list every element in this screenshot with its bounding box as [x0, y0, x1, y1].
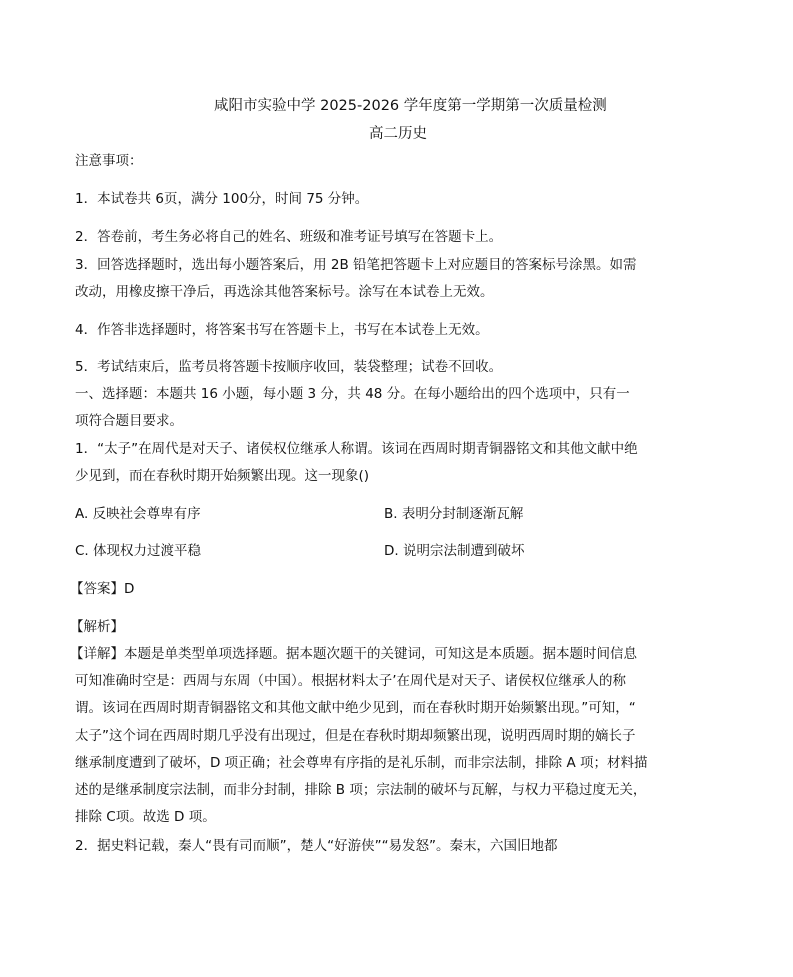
question-1-stem-line2: 少见到，而在春秋时期开始频繁出现。这一现象() [75, 468, 370, 484]
document-title: 咸阳市实验中学 2025-2026 学年度第一学期第一次质量检测 [214, 98, 607, 114]
question-1-option-a: A. 反映社会尊卑有序 [75, 506, 201, 522]
question-1-detail-line7: 排除 C项。故选 D 项。 [75, 809, 216, 825]
document-subtitle: 高二历史 [369, 126, 427, 142]
question-1-detail-line6: 述的是继承制度宗法制，而非分封制，排除 B 项；宗法制的破坏与瓦解，与权力平稳过度无关， [75, 782, 647, 798]
notice-heading: 注意事项： [75, 153, 143, 169]
question-1-detail-line5: 继承制度遭到了破坏，D 项正确；社会尊卑有序指的是礼乐制，而非宗法制，排除 A 项；材料描 [75, 755, 648, 771]
answer-label: 【答案】 [70, 581, 124, 597]
question-2-stem-line1: 2．据史料记载，秦人“畏有司而顺”，楚人“好游侠”“易发怒”。秦末，六国旧地都 [75, 838, 558, 854]
notice-item-3: 3．回答选择题时，选出每小题答案后，用 2B 铅笔把答题卡上对应题目的答案标号涂黑。如需 [75, 257, 637, 273]
question-1-option-c: C. 体现权力过渡平稳 [75, 543, 202, 559]
detail-label: 【详解】 [70, 646, 124, 662]
section-heading-line2: 项符合题目要求。 [75, 413, 183, 429]
notice-item-3-cont: 改动，用橡皮擦干净后，再选涂其他答案标号。涂写在本试卷上无效。 [75, 284, 494, 300]
question-1-answer [70, 580, 134, 598]
notice-item-1: 1．本试卷共 6页，满分 100分，时间 75 分钟。 [75, 191, 369, 207]
section-heading-line1: 一、选择题：本题共 16 小题，每小题 3 分，共 48 分。在每小题给出的四个选项中，只有一 [75, 386, 630, 402]
detail-text: 本题是单类型单项选择题。据本题次题干的关键词，可知这是本质题。据本题时间信息 [124, 646, 637, 662]
question-1-option-d: D. 说明宗法制遭到破坏 [384, 543, 525, 559]
notice-item-4: 4．作答非选择题时，将答案书写在答题卡上，书写在本试卷上无效。 [75, 322, 489, 338]
notice-item-2: 2．答卷前，考生务必将自己的姓名、班级和准考证号填写在答题卡上。 [75, 229, 503, 245]
question-1-stem-line1: 1．“太子”在周代是对天子、诸侯权位继承人称谓。该词在西周时期青铜器铭文和其他文献中绝 [75, 441, 638, 457]
question-1-analysis-label: 【解析】 [70, 619, 124, 635]
question-1-detail-line1 [70, 645, 637, 663]
answer-value: D [124, 581, 135, 597]
question-1-detail-line4: 太子”这个词在西周时期几乎没有出现过，但是在春秋时期却频繁出现，说明西周时期的嫡长子 [75, 728, 636, 744]
question-1-detail-line2: 可知准确时空是：西周与东周（中国）。根据材料太子’在周代是对天子、诸侯权位继承人的称 [75, 673, 627, 689]
notice-item-5: 5．考试结束后，监考员将答题卡按顺序收回，装袋整理；试卷不回收。 [75, 359, 503, 375]
question-1-detail-line3: 谓。该词在西周时期青铜器铭文和其他文献中绝少见到，而在春秋时期开始频繁出现。”可知，“ [75, 700, 636, 716]
question-1-option-b: B. 表明分封制逐渐瓦解 [384, 506, 524, 522]
